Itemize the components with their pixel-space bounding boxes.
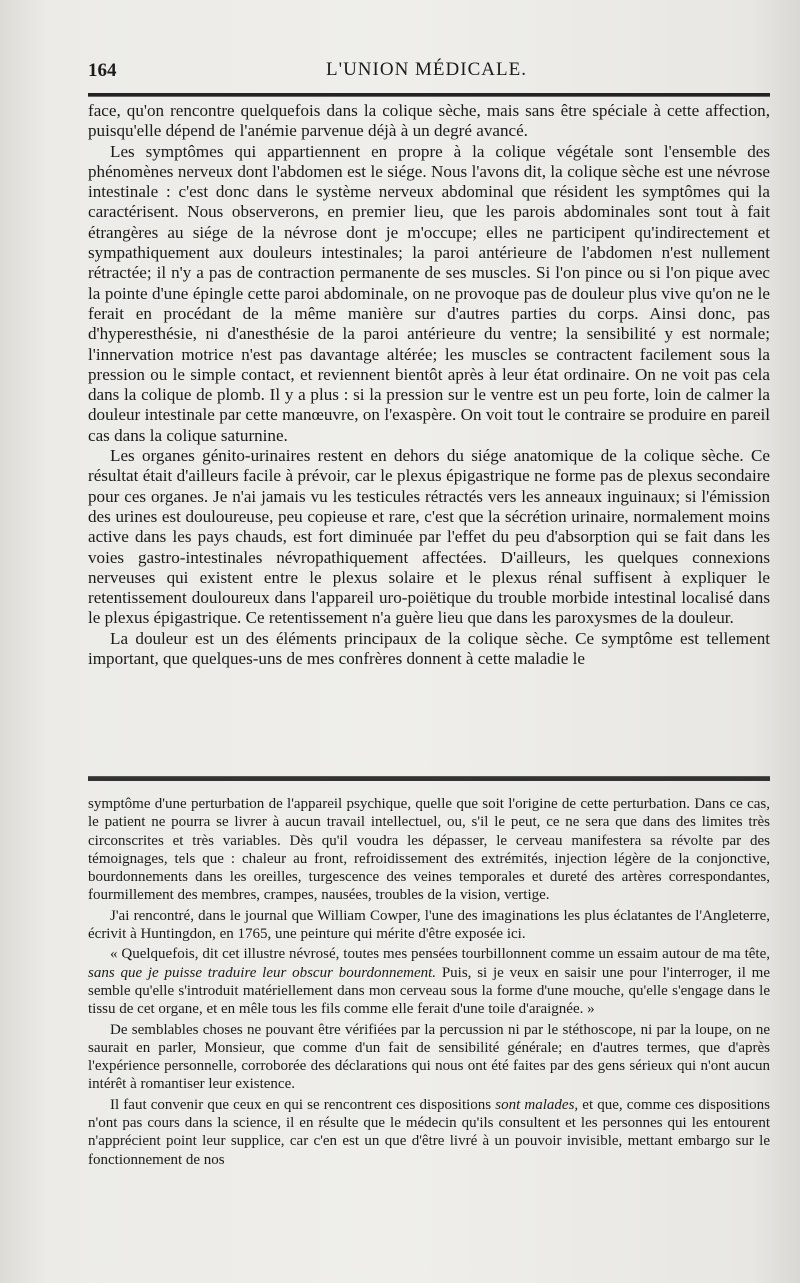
- footnote-italic-text: sont malades,: [495, 1096, 579, 1113]
- paragraph-continued: face, qu'on rencontre quelquefois dans la colique sèche, mais sans être spéciale à cette affection, puisqu'elle dépend de l'anémie parvenue déjà à un degré avancé.: [88, 101, 770, 141]
- footnote: [88, 795, 770, 1171]
- paragraph: Les organes génito-urinaires restent en dehors du siége anatomique de la colique sèche. Ce résultat était d'ailleurs facile à prévoir, car le plexus épigastrique ne forme pas de plexus secondaire pour ces organes. Je n'ai jamais vu les testicules rétractés vers les anneaux inguinaux; si l'émission des urines est douloureuse, peu copieuse et rare, c'est que la sécrétion urinaire, normalement moins active dans les pays chauds, est fort diminuée par l'effet du peu d'absorption qui se fait dans les voies gastro-intestinales névropathiquement affectées. D'ailleurs, les quelques connexions nerveuses qui existent entre le plexus solaire et le plexus rénal suffisent à expliquer le retentissement douloureux dans l'appareil uro-poiëtique du trouble morbide intestinal localisé dans le plexus épigastrique. Ce retentissement n'a guère lieu que dans les paroxysmes de la douleur.: [88, 446, 770, 628]
- footnote-paragraph: [88, 1096, 770, 1169]
- quote-text: Puis, si je veux en saisir une pour l'interroger, il me semble qu'elle s'introduit matériellement dans mon cerveau sous la forme d'une mouche, qu'elle s'engage dans le tissu de cet organe, et en mêle tous les fils comme elle ferait d'une toile d'araignée. »: [88, 964, 770, 1018]
- paragraph: Les symptômes qui appartiennent en propre à la colique végétale sont l'ensemble des phénomènes nerveux dont l'abdomen est le siége. Nous l'avons dit, la colique sèche est une névrose intestinale : c'est donc dans le système nerveux abdominal que résident les symptômes qui la caractérisent. Nous observerons, en premier lieu, que les parois abdominales sont tout à fait étrangères au siége de la névrose dont je m'occupe; elles ne participent qu'indirectement et sympathiquement aux douleurs intestinales; la paroi antérieure de l'abdomen n'est nullement rétractée; il n'y a pas de contraction permanente de ses muscles. Si l'on pince ou si l'on pique avec la pointe d'une épingle cette paroi abdominale, on ne provoque pas de douleur plus vive qu'on ne le ferait en procédant de la même manière sur d'autres parties du corps. Ainsi donc, pas d'hyperesthésie, ni d'anesthésie de la paroi antérieure du ventre; la sensibilité y est normale; l'innervation motrice n'est pas davantage altérée; les muscles se contractent facilement sous la pression ou le simple contact, et reviennent bientôt après à leur état ordinaire. On ne voit pas cela dans la colique de plomb. Il y a plus : si la pression sur le ventre est un peu forte, loin de calmer la douleur intestinale par cette manœuvre, on l'exaspère. On voit tout le contraire se produire en pareil cas dans la colique saturnine.: [88, 141, 770, 445]
- footnote-text: et que, comme ces dispositions n'ont pas cours dans la science, il en résulte que le médecin qu'ils consultent et les personnes qui les entourent n'apprécient point leur supplice, car c'en est un que d'être livré à un pouvoir invisible, mettant embargo sur le fonctionnement de nos: [88, 1096, 771, 1168]
- quote-italic-text: sans que je puisse traduire leur obscur bourdonnement.: [88, 964, 437, 981]
- page-header: [88, 56, 765, 92]
- paragraph: La douleur est un des éléments principaux de la colique sèche. Ce symptôme est tellement important, que quelques-uns de mes confrères donnent à cette maladie le: [88, 628, 770, 669]
- main-text: [88, 101, 770, 669]
- page-number: 164: [88, 60, 117, 81]
- footnote-paragraph: De semblables choses ne pouvant être vérifiées par la percussion ni par le stéthoscope, ni par la loupe, on ne saurait en parler, Monsieur, que comme d'un fait de sensibilité générale; en d'autres termes, que d'après l'expérience personnelle, corroborée des déclarations qui nous ont été faites par des gens sérieux qui n'ont aucun intérêt à romantiser leur existence.: [88, 1021, 770, 1093]
- footnote-rule: [88, 776, 770, 781]
- running-title: L'UNION MÉDICALE.: [326, 59, 527, 80]
- header-rule: [88, 93, 770, 97]
- quote-text: « Quelquefois, dit cet illustre névrosé, toutes mes pensées tourbillonnent comme un essaim autour de ma tête,: [110, 946, 770, 963]
- footnote-paragraph: symptôme d'une perturbation de l'appareil psychique, quelle que soit l'origine de cette perturbation. Dans ce cas, le patient ne pourra se livrer à aucun travail intellectuel, ou, s'il le peut, ce ne sera que dans des limites très circonscrites et très variables. Dès qu'il voudra les dépasser, le cerveau manifestera sa révolte par des témoignages, tels que : chaleur au front, refroidissement des extrémités, injection légère de la conjonctive, bourdonnements dans les oreilles, turgescence des veines temporales et dureté des artères correspondantes, fourmillement des membres, crampes, nausées, troubles de la vision, vertige.: [88, 796, 770, 904]
- footnote-quote: [88, 945, 770, 1018]
- footnote-paragraph: J'ai rencontré, dans le journal que William Cowper, l'une des imaginations les plus éclatantes de l'Angleterre, écrivit à Huntingdon, en 1765, une peinture qui mérite d'être exposée ici.: [88, 907, 770, 943]
- footnote-text: Il faut convenir que ceux en qui se rencontrent ces dispositions: [110, 1096, 496, 1113]
